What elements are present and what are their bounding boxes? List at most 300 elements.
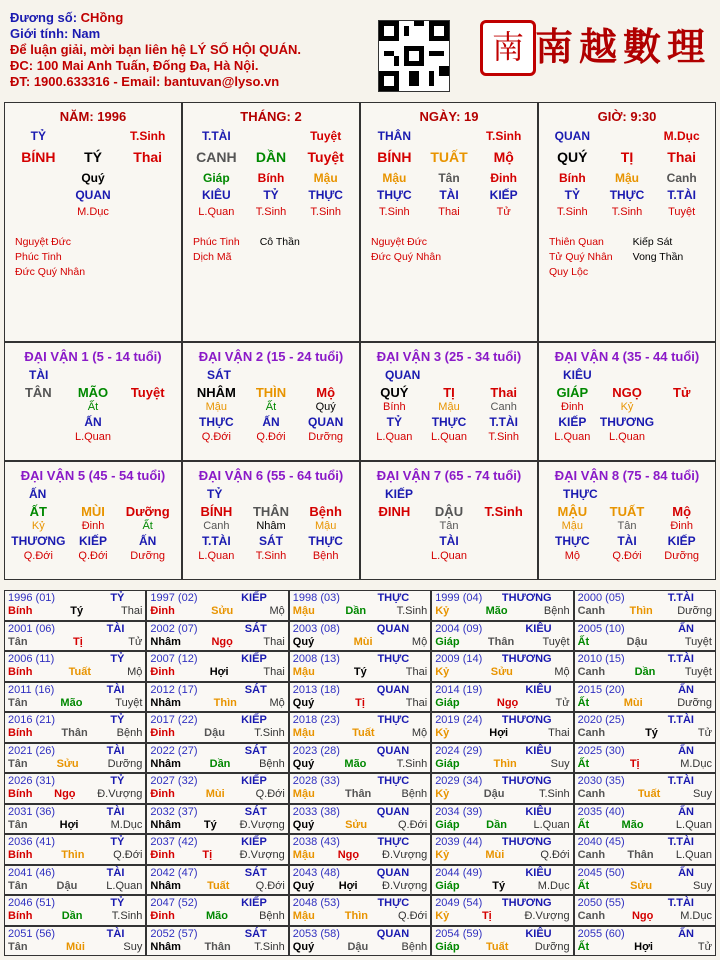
cell-text: Dưỡng xyxy=(125,504,170,519)
year-label: 2006 (11) xyxy=(8,653,55,665)
year-branch: Ngọ xyxy=(211,635,233,648)
cell-text xyxy=(367,519,422,534)
year-label: 2028 (33) xyxy=(292,775,340,787)
hidden-stems-row xyxy=(5,519,181,534)
cell-text: T.Sinh xyxy=(255,206,287,218)
cell-text: Tân xyxy=(617,520,637,532)
year-branch: Dậu xyxy=(204,727,225,739)
year-stem: Quý xyxy=(292,818,315,831)
year-label: 2023 (28) xyxy=(292,744,340,757)
growth-stage-row xyxy=(183,204,359,221)
year-ten-god: ẤN xyxy=(678,683,694,696)
year-stem: Ất xyxy=(577,818,590,831)
cell-text: KIẾP xyxy=(667,534,696,548)
year-label: 2039 (44) xyxy=(435,836,483,848)
cell-text: Q.Đới xyxy=(612,550,642,562)
cell-text: THỰC xyxy=(308,188,343,202)
cell-text: Mậu xyxy=(615,171,639,185)
year-header xyxy=(578,684,712,697)
star-name: Tử Quý Nhân xyxy=(549,251,613,263)
year-branch: Tuất xyxy=(486,940,509,953)
year-stage: L.Quan xyxy=(675,849,712,861)
year-cell xyxy=(574,804,716,835)
cell-text: BÍNH xyxy=(21,149,56,165)
year-stem: Quý xyxy=(292,940,315,953)
year-cell xyxy=(146,834,288,865)
cell-text xyxy=(654,400,709,415)
year-stage: Q.Đới xyxy=(255,788,285,800)
year-label: 2026 (31) xyxy=(8,775,56,787)
year-header xyxy=(435,775,569,788)
year-detail xyxy=(578,819,712,832)
year-label: 2009 (14) xyxy=(435,653,483,665)
year-label: 2035 (40) xyxy=(577,805,625,818)
cell-text xyxy=(654,415,709,430)
year-stage: L.Quan xyxy=(675,818,712,831)
year-stem: Mậu xyxy=(292,727,315,739)
year-stage: M.Dục xyxy=(110,818,143,831)
year-ten-god: KIÊU xyxy=(525,866,552,879)
year-cell xyxy=(574,865,716,896)
year-detail xyxy=(293,910,427,923)
year-header xyxy=(8,836,142,849)
cell-text: Mộ xyxy=(493,149,514,165)
year-stem: Bính xyxy=(8,727,33,739)
cell-text xyxy=(120,400,175,415)
year-ten-god: KIẾP xyxy=(241,653,267,665)
stem-branch-row xyxy=(539,385,715,400)
year-header xyxy=(293,775,427,788)
year-cell xyxy=(289,590,431,621)
year-cell xyxy=(146,590,288,621)
year-ten-god: T.TÀI xyxy=(667,836,694,848)
dai-van-title: ĐẠI VẬN 8 (75 - 84 tuổi) xyxy=(554,468,700,483)
year-stage: Bệnh xyxy=(543,605,570,617)
year-cell xyxy=(431,743,573,774)
year-detail xyxy=(8,941,142,954)
year-stem: Bính xyxy=(8,910,33,922)
cell-text: Kỷ xyxy=(620,401,634,413)
year-header xyxy=(150,592,284,605)
year-ten-god: KIÊU xyxy=(525,622,552,635)
year-ten-god: THƯƠNG xyxy=(501,653,552,665)
year-stage: T.Sinh xyxy=(539,788,570,800)
cell-text: TỶ xyxy=(564,188,580,202)
year-cell xyxy=(431,804,573,835)
year-branch: Dậu xyxy=(56,879,78,892)
year-label: 2005 (10) xyxy=(577,622,625,635)
year-stem: Bính xyxy=(8,788,33,800)
year-ten-god: KIẾP xyxy=(241,775,267,787)
year-cell xyxy=(574,651,716,682)
year-header xyxy=(8,867,142,880)
year-stem: Giáp xyxy=(435,879,460,892)
year-stem: Đinh xyxy=(150,605,175,617)
growth-stage-row xyxy=(361,430,537,445)
year-stem: Tân xyxy=(8,696,28,709)
chart-grid xyxy=(4,102,716,580)
cell-text: QUAN xyxy=(554,129,590,143)
year-cell xyxy=(4,834,146,865)
year-detail xyxy=(293,666,427,679)
year-cell xyxy=(146,682,288,713)
year-stage: L.Quan xyxy=(533,818,570,831)
year-header xyxy=(578,806,712,819)
year-stem: Quý xyxy=(292,757,315,770)
year-label: 2021 (26) xyxy=(8,744,56,757)
year-ten-god: THỰC xyxy=(377,775,410,787)
year-branch: Dần xyxy=(61,910,83,922)
cell-text: Tân xyxy=(438,171,460,185)
year-detail xyxy=(293,819,427,832)
cell-text: L.Quan xyxy=(74,431,112,443)
year-ten-god: KIẾP xyxy=(241,714,267,726)
cell-text: TỊ xyxy=(443,385,455,400)
year-stem: Canh xyxy=(577,788,606,800)
year-detail xyxy=(150,910,284,923)
year-branch: Sửu xyxy=(630,879,653,892)
year-branch: Thìn xyxy=(493,757,517,770)
dai-van-god: TÀI xyxy=(29,368,49,382)
year-stage: Bệnh xyxy=(259,910,285,922)
year-stem: Tân xyxy=(8,879,28,892)
year-label: 2030 (35) xyxy=(577,775,625,787)
seal-logo: 南 xyxy=(480,20,536,76)
year-branch: Tý xyxy=(645,727,658,739)
cell-text xyxy=(476,519,531,534)
year-label: 2002 (07) xyxy=(150,622,198,635)
year-cell xyxy=(146,804,288,835)
year-branch: Dần xyxy=(486,818,507,831)
stars-col-1 xyxy=(15,235,85,280)
year-header xyxy=(8,775,142,788)
year-header xyxy=(435,836,569,849)
year-detail xyxy=(293,880,427,893)
year-ten-god: THƯƠNG xyxy=(501,592,552,604)
stars-col-2 xyxy=(633,235,684,280)
cell-text xyxy=(120,170,175,187)
cell-text: Bính xyxy=(383,401,406,413)
year-stage: Dưỡng xyxy=(677,696,712,709)
stars-col-1 xyxy=(371,235,441,265)
stem-branch-row xyxy=(539,149,715,166)
year-label: 2017 (22) xyxy=(150,714,198,726)
dai-van-title: ĐẠI VẬN 2 (15 - 24 tuổi) xyxy=(198,349,344,364)
year-stage: Đ.Vượng xyxy=(382,849,428,861)
year-detail xyxy=(8,910,142,923)
year-header xyxy=(150,867,284,880)
year-header xyxy=(435,806,569,819)
year-branch: Ngọ xyxy=(337,849,360,861)
year-ten-god: TỶ xyxy=(110,592,125,604)
stem-branch-row xyxy=(5,149,181,166)
year-header xyxy=(8,897,142,910)
star-name: Phúc Tinh xyxy=(193,236,240,248)
year-label: 2052 (57) xyxy=(150,927,198,940)
growth-stage-row xyxy=(183,549,359,564)
year-branch: Dần xyxy=(634,666,656,678)
year-label: 2001 (06) xyxy=(8,622,56,635)
year-detail xyxy=(293,758,427,771)
stem-branch-row xyxy=(539,504,715,519)
year-stem: Nhâm xyxy=(150,818,181,831)
year-detail xyxy=(293,605,427,618)
year-branch: Tị xyxy=(355,696,365,709)
year-branch: Dần xyxy=(345,605,367,617)
pillar-hour xyxy=(538,102,716,342)
cell-text: Tân xyxy=(439,520,459,532)
cell-text: Mậu xyxy=(438,401,460,413)
dai-van-5 xyxy=(4,461,182,580)
dai-van-4 xyxy=(538,342,716,461)
year-stage: Đ.Vượng xyxy=(239,849,285,861)
cell-text: Tuyệt xyxy=(130,385,165,400)
year-label: 2042 (47) xyxy=(150,866,198,879)
year-stem: Mậu xyxy=(292,910,315,922)
year-cell xyxy=(431,865,573,896)
hidden-stems-row xyxy=(361,519,537,534)
year-cell xyxy=(431,895,573,926)
year-ten-god: SÁT xyxy=(244,683,267,696)
cell-text: Bính xyxy=(257,171,285,185)
year-branch: Sửu xyxy=(211,605,234,617)
year-ten-god: THỰC xyxy=(377,653,410,665)
year-ten-god: THỰC xyxy=(377,836,410,848)
year-label: 2048 (53) xyxy=(292,897,340,909)
year-stage: L.Quan xyxy=(106,879,143,892)
year-stem: Quý xyxy=(292,879,315,892)
year-stage: Suy xyxy=(693,788,712,800)
cell-text: CANH xyxy=(196,149,237,165)
year-branch: Tuất xyxy=(68,666,91,678)
year-label: 2000 (05) xyxy=(577,592,625,604)
cell-text: ẤT xyxy=(29,504,47,519)
year-ten-god: TÀI xyxy=(106,805,125,818)
cell-text: THÌN xyxy=(255,385,287,400)
year-detail xyxy=(150,880,284,893)
hidden-stems-row xyxy=(183,170,359,187)
year-branch: Tị xyxy=(629,757,640,770)
cell-text: THỰC xyxy=(377,188,412,202)
year-header xyxy=(435,897,569,910)
year-label: 2029 (34) xyxy=(435,775,483,787)
year-detail xyxy=(8,849,142,862)
ten-god-row xyxy=(5,128,181,145)
year-stage: Dưỡng xyxy=(534,940,570,953)
year-header xyxy=(293,592,427,605)
pillar-month xyxy=(182,102,360,342)
year-header xyxy=(8,806,142,819)
year-branch: Tuất xyxy=(352,727,375,739)
year-stem: Ất xyxy=(577,879,590,892)
hidden-gods-row xyxy=(361,534,537,549)
year-stem: Tân xyxy=(8,940,28,953)
cell-text: Đinh xyxy=(561,401,584,413)
year-detail xyxy=(578,910,712,923)
year-branch: Hợi xyxy=(338,879,358,892)
growth-stage-row xyxy=(5,204,181,221)
year-detail xyxy=(293,849,427,862)
dai-van-god: KIÊU xyxy=(563,368,592,382)
cell-text: Mậu xyxy=(205,401,228,413)
year-label: 2040 (45) xyxy=(577,836,625,848)
stem-branch-row xyxy=(361,385,537,400)
cell-text: THÂN xyxy=(252,504,290,519)
ten-god-row xyxy=(183,128,359,145)
dai-van-god: ẤN xyxy=(29,487,47,501)
year-header xyxy=(293,684,427,697)
year-cell xyxy=(289,895,431,926)
cell-text: Dưỡng xyxy=(664,550,700,562)
year-stem: Giáp xyxy=(435,696,460,709)
year-header xyxy=(435,623,569,636)
year-branch: Tị xyxy=(202,849,213,861)
year-label: 2043 (48) xyxy=(292,866,340,879)
star-name: Cô Thần xyxy=(259,236,300,248)
year-cell xyxy=(4,895,146,926)
year-stem: Canh xyxy=(577,605,606,617)
year-ten-god: KIÊU xyxy=(525,805,552,818)
year-header xyxy=(578,745,712,758)
cell-text xyxy=(11,430,66,445)
year-detail xyxy=(435,666,569,679)
cell-text: THỰC xyxy=(555,534,590,548)
contact-phone-email: ĐT: 1900.633316 - Email: bantuvan@lyso.vn xyxy=(10,74,280,89)
year-detail xyxy=(150,636,284,649)
cell-text: ẤN xyxy=(262,415,280,429)
cell-text xyxy=(120,204,175,221)
year-cell xyxy=(289,712,431,743)
cell-text: Quý xyxy=(81,171,105,185)
hidden-gods-row xyxy=(5,415,181,430)
year-header xyxy=(435,684,569,697)
year-stem: Đinh xyxy=(150,849,175,861)
year-branch: Mùi xyxy=(623,696,643,709)
year-stage: Đ.Vượng xyxy=(97,788,143,800)
star-name: Thiên Quan xyxy=(549,236,604,248)
pillar-year xyxy=(4,102,182,342)
year-ten-god: TÀI xyxy=(106,744,125,757)
cell-text: QUAN xyxy=(75,188,111,202)
year-detail xyxy=(435,819,569,832)
cell-text xyxy=(11,400,66,415)
year-stem: Nhâm xyxy=(150,696,181,709)
year-ten-god: KIÊU xyxy=(525,744,552,757)
year-ten-god: SÁT xyxy=(244,744,267,757)
year-label: 2046 (51) xyxy=(8,897,56,909)
growth-stage-row xyxy=(5,549,181,564)
year-cell xyxy=(146,895,288,926)
year-detail xyxy=(150,605,284,618)
year-stage: Thai xyxy=(120,605,143,617)
year-header xyxy=(435,653,569,666)
dai-van-god: THỰC xyxy=(563,487,598,501)
cell-text: Mậu xyxy=(314,520,337,532)
brand-logo-text: 南越數理 xyxy=(535,24,712,69)
year-detail xyxy=(578,697,712,710)
year-detail xyxy=(435,788,569,801)
hidden-stems-row xyxy=(539,170,715,187)
year-detail xyxy=(150,758,284,771)
cell-text: Thai xyxy=(490,385,518,400)
year-label: 2011 (16) xyxy=(8,683,55,696)
year-stem: Kỷ xyxy=(435,666,450,678)
year-header xyxy=(293,836,427,849)
year-label: 2045 (50) xyxy=(577,866,625,879)
star-name: Đức Quý Nhân xyxy=(15,266,86,278)
year-stage: Đ.Vượng xyxy=(524,910,570,922)
cell-text: T.TÀI xyxy=(489,415,519,429)
star-name: Vong Thần xyxy=(632,251,684,263)
year-stem: Mậu xyxy=(292,849,315,861)
year-detail xyxy=(293,697,427,710)
cell-text: Mậu xyxy=(313,171,338,185)
cell-text: Dưỡng xyxy=(308,431,344,443)
cell-text xyxy=(120,415,175,430)
year-stem: Nhâm xyxy=(150,879,181,892)
year-cell xyxy=(574,773,716,804)
hidden-gods-row xyxy=(361,415,537,430)
cell-text: Tuyệt xyxy=(310,129,342,143)
year-ten-god: QUAN xyxy=(376,927,410,940)
year-stem: Tân xyxy=(8,635,28,648)
year-stage: Q.Đới xyxy=(397,818,428,831)
year-stem: Mậu xyxy=(292,666,315,678)
year-cell xyxy=(289,743,431,774)
year-label: 2003 (08) xyxy=(292,622,340,635)
year-header xyxy=(293,623,427,636)
star-name: Dịch Mã xyxy=(193,251,232,263)
owner-label: Đương số: xyxy=(10,10,78,25)
hidden-gods-row xyxy=(361,187,537,204)
cell-text: THƯƠNG xyxy=(11,534,66,548)
stem-branch-row xyxy=(183,385,359,400)
year-header xyxy=(150,745,284,758)
year-stem: Đinh xyxy=(150,910,175,922)
year-label: 2033 (38) xyxy=(292,805,340,818)
cell-text: ẤN xyxy=(139,534,157,548)
year-stage: Tử xyxy=(128,635,143,648)
year-ten-god: THỰC xyxy=(377,714,410,726)
cell-text: L.Quan xyxy=(198,206,235,218)
year-stage: Thai xyxy=(405,666,428,678)
year-ten-god: T.TÀI xyxy=(667,897,694,909)
year-label: 2013 (18) xyxy=(292,683,340,696)
year-detail xyxy=(578,727,712,740)
stars-list xyxy=(183,235,359,265)
dai-van-6 xyxy=(182,461,360,580)
year-stage: Mộ xyxy=(411,727,428,739)
year-detail xyxy=(8,697,142,710)
hidden-gods-row xyxy=(539,187,715,204)
year-detail xyxy=(435,941,569,954)
stars-col-1 xyxy=(549,235,613,280)
cell-text: T.Sinh xyxy=(486,129,522,143)
cell-text xyxy=(11,204,66,221)
cell-text: L.Quan xyxy=(430,550,468,562)
year-label: 2053 (58) xyxy=(292,927,340,940)
growth-stage-row xyxy=(539,204,715,221)
cell-text xyxy=(600,128,655,145)
year-header xyxy=(435,714,569,727)
year-detail xyxy=(150,788,284,801)
cell-text: Canh xyxy=(203,520,230,532)
year-label: 2044 (49) xyxy=(435,866,483,879)
year-detail xyxy=(8,666,142,679)
year-ten-god: KIẾP xyxy=(241,836,267,848)
year-branch: Tý xyxy=(203,818,217,831)
cell-text: Ất xyxy=(87,401,99,413)
